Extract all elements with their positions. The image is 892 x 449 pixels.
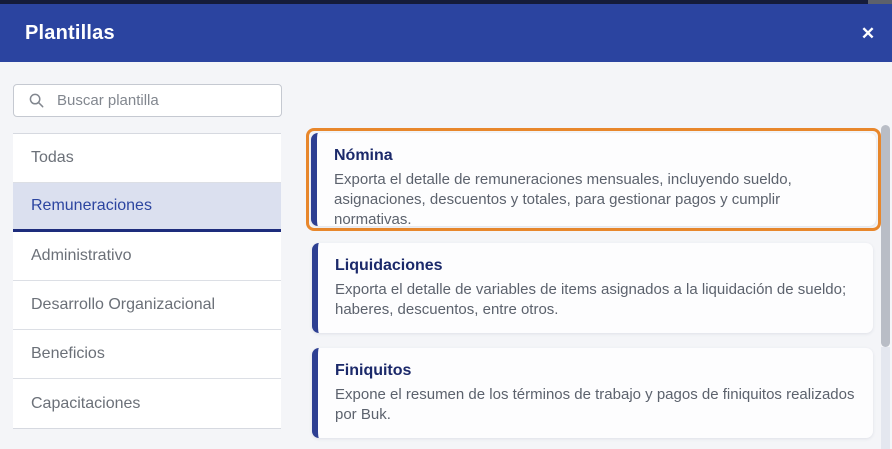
- card-description: Exporta el detalle de remuneraciones mensuales, incluyendo sueldo, asignaciones, descuentos y totales, para gestionar pagos y cumplir normativas.: [334, 171, 792, 226]
- sidebar-item-label: Administrativo: [31, 247, 132, 264]
- sidebar-item-remuneraciones[interactable]: [13, 183, 281, 232]
- search-input[interactable]: [57, 92, 267, 109]
- card-title: Liquidaciones: [335, 257, 443, 274]
- modal-header: [0, 4, 892, 62]
- template-card-list: [306, 128, 881, 438]
- sidebar-item-capacitaciones[interactable]: [13, 379, 281, 428]
- sidebar-item-label: Capacitaciones: [31, 394, 141, 412]
- category-sidebar: [13, 133, 281, 429]
- template-card-liquidaciones[interactable]: [312, 243, 873, 333]
- template-card-finiquitos[interactable]: [312, 348, 873, 438]
- sidebar-item-label: Desarrollo Organizacional: [31, 296, 216, 313]
- card-description: Exporta el detalle de variables de items asignados a la liquidación de sueldo; haberes, descuentos, entre otros.: [335, 281, 847, 318]
- search-box[interactable]: [13, 84, 282, 117]
- highlight-border: [306, 128, 881, 231]
- close-icon[interactable]: ✕: [852, 18, 884, 50]
- card-title: Nómina: [334, 147, 393, 164]
- sidebar-item-label: Todas: [31, 149, 74, 166]
- card-description: Expone el resumen de los términos de trabajo y pagos de finiquitos realizados por Buk.: [335, 386, 855, 423]
- sidebar-item-administrativo[interactable]: [13, 232, 281, 281]
- modal-scrollbar-track[interactable]: [881, 347, 890, 449]
- sidebar-item-todas[interactable]: [13, 134, 281, 183]
- search-icon: [29, 93, 44, 108]
- card-title: Finiquitos: [335, 362, 412, 379]
- sidebar-item-label: Beneficios: [31, 345, 105, 362]
- modal-title: Plantillas: [25, 21, 115, 44]
- modal-scrollbar-thumb[interactable]: [881, 125, 890, 347]
- sidebar-item-beneficios[interactable]: [13, 330, 281, 379]
- template-card-nomina[interactable]: [311, 133, 876, 226]
- sidebar-item-label: Remuneraciones: [31, 197, 152, 214]
- sidebar-item-desarrollo-organizacional[interactable]: [13, 281, 281, 330]
